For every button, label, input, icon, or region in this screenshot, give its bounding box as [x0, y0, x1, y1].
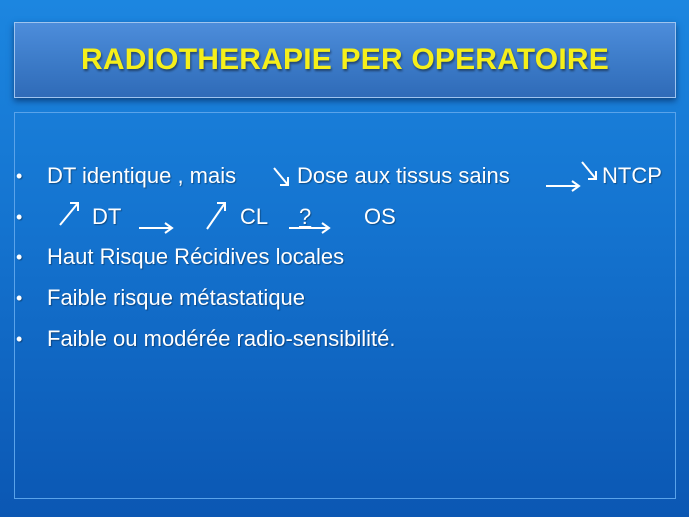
bullet-row-5	[16, 324, 676, 354]
bullet-marker: •	[16, 288, 23, 308]
title-banner	[14, 22, 676, 98]
row2-cl-text: CL	[240, 204, 269, 229]
slide-title: RADIOTHERAPIE PER OPERATOIRE	[81, 43, 609, 76]
bullet-marker: •	[16, 207, 23, 227]
bullet-marker: •	[16, 329, 23, 349]
row1-dose-text: Dose aux tissus sains	[297, 163, 510, 188]
arrow-up-right-icon	[56, 199, 96, 231]
row2-question-text: ?	[299, 204, 312, 229]
bullet-marker: •	[16, 247, 23, 267]
row1-ntcp-text: NTCP	[602, 163, 662, 188]
bullet-row-2	[16, 202, 676, 232]
row2-os-text: OS	[364, 204, 396, 229]
arrow-up-right-icon	[203, 199, 243, 233]
bullet-row-4	[16, 283, 676, 313]
row5-text: Faible ou modérée radio-sensibilité.	[47, 326, 396, 351]
bullet-row-1	[16, 161, 676, 191]
arrow-right-icon	[136, 206, 186, 236]
bullet-row-3	[16, 242, 676, 272]
row4-text: Faible risque métastatique	[47, 285, 306, 310]
row2-dt-text: DT	[92, 204, 122, 229]
row3-text: Haut Risque Récidives locales	[47, 244, 345, 269]
bullet-marker: •	[16, 166, 23, 186]
row1-dt-text: DT identique , mais	[47, 163, 237, 188]
arrow-right-icon	[286, 206, 346, 236]
